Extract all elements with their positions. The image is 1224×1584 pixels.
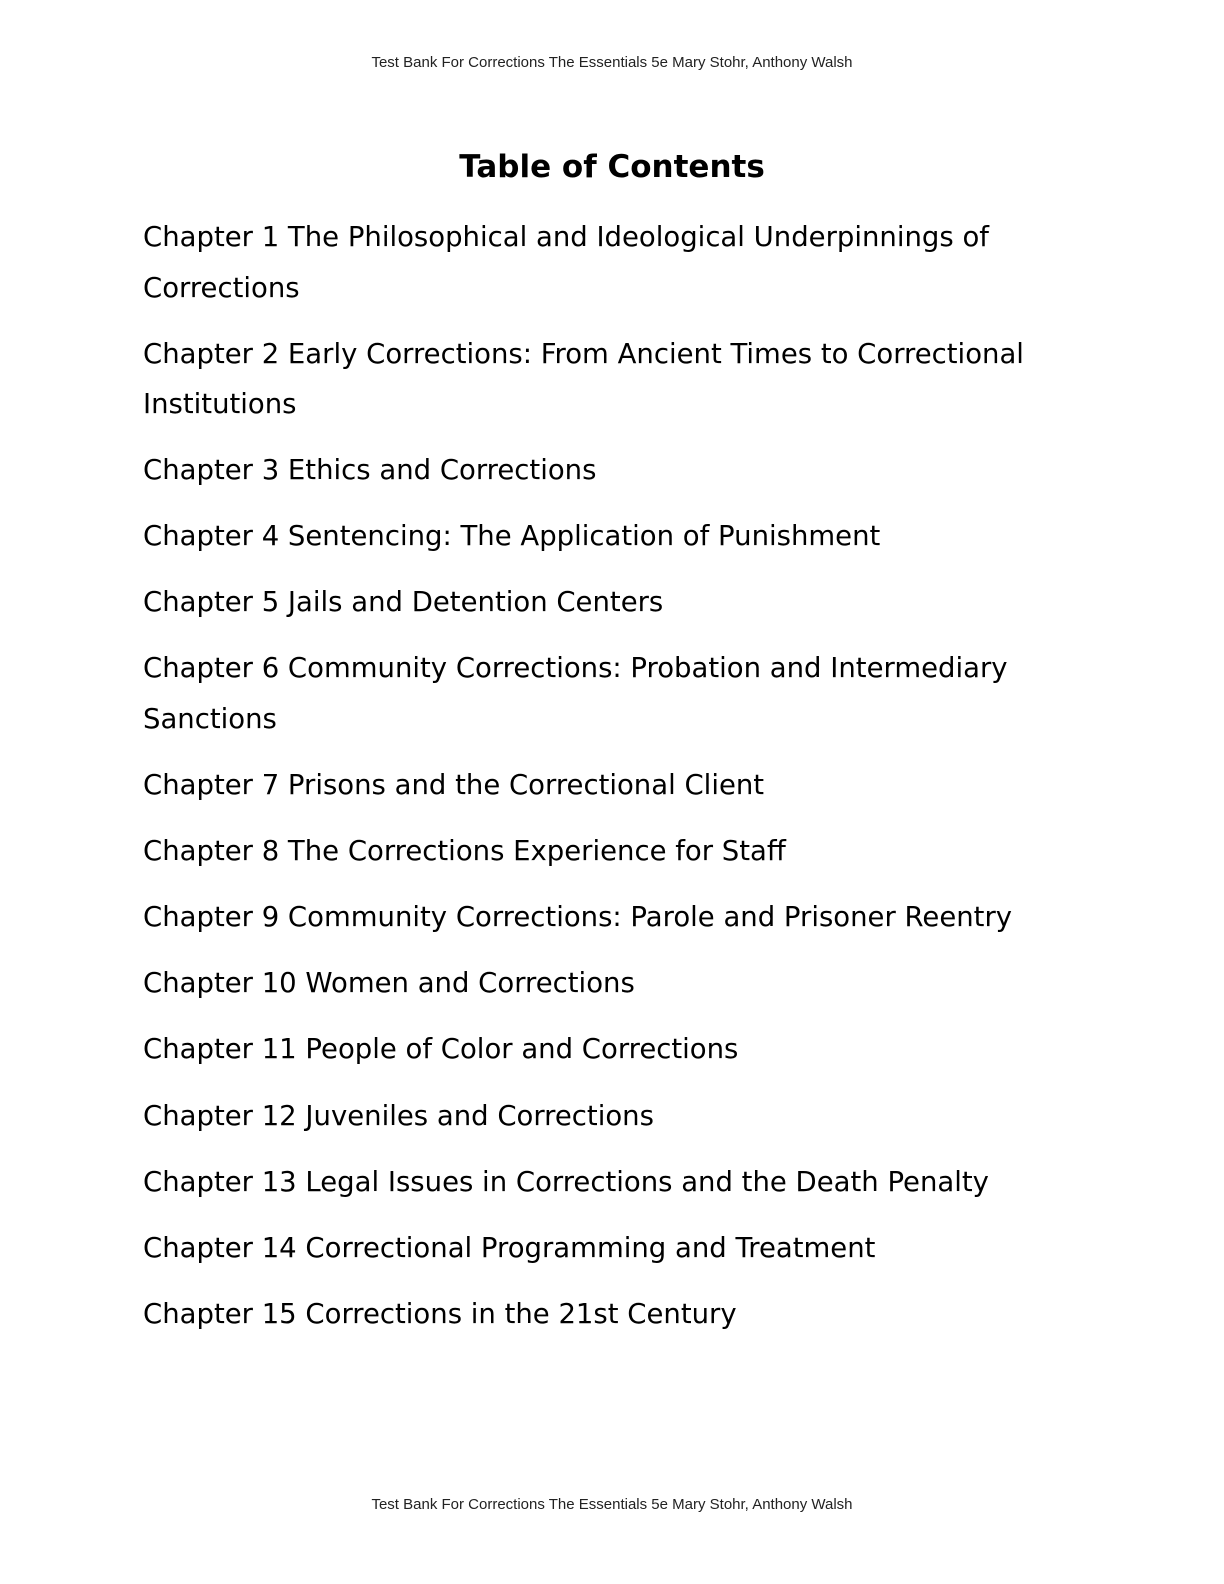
- toc-entry-chapter-11: Chapter 11 People of Color and Corrections: [143, 1033, 739, 1066]
- toc-entry-chapter-12: Chapter 12 Juveniles and Corrections: [143, 1099, 654, 1132]
- toc-entry-chapter-15: Chapter 15 Corrections in the 21st Century: [143, 1297, 737, 1330]
- toc-entry-chapter-7: Chapter 7 Prisons and the Correctional Client: [143, 769, 765, 802]
- toc-entry-chapter-14: Chapter 14 Correctional Programming and Treatment: [143, 1231, 876, 1264]
- page-title: Table of Contents: [459, 149, 765, 185]
- page-footer: Test Bank For Corrections The Essentials 5e Mary Stohr, Anthony Walsh: [371, 1496, 853, 1513]
- toc-entry-chapter-8: Chapter 8 The Corrections Experience for Staff: [143, 835, 786, 868]
- toc-entry-chapter-10: Chapter 10 Women and Corrections: [143, 967, 635, 1000]
- toc-entry-chapter-2: Chapter 2 Early Corrections: From Ancient Times to Correctional Institutions: [143, 337, 1024, 421]
- toc-entry-chapter-3: Chapter 3 Ethics and Corrections: [143, 454, 597, 487]
- table-of-contents: [143, 212, 1083, 1355]
- toc-entry-chapter-4: Chapter 4 Sentencing: The Application of Punishment: [143, 520, 881, 553]
- toc-entry-chapter-1: Chapter 1 The Philosophical and Ideological Underpinnings of Corrections: [143, 221, 989, 304]
- toc-entry-chapter-6: Chapter 6 Community Corrections: Probation and Intermediary Sanctions: [143, 652, 1008, 735]
- toc-entry-chapter-9: Chapter 9 Community Corrections: Parole and Prisoner Reentry: [143, 901, 1013, 934]
- toc-entry-chapter-5: Chapter 5 Jails and Detention Centers: [143, 586, 664, 619]
- toc-entry-chapter-13: Chapter 13 Legal Issues in Corrections and the Death Penalty: [143, 1165, 989, 1198]
- page-header: Test Bank For Corrections The Essentials 5e Mary Stohr, Anthony Walsh: [371, 54, 853, 71]
